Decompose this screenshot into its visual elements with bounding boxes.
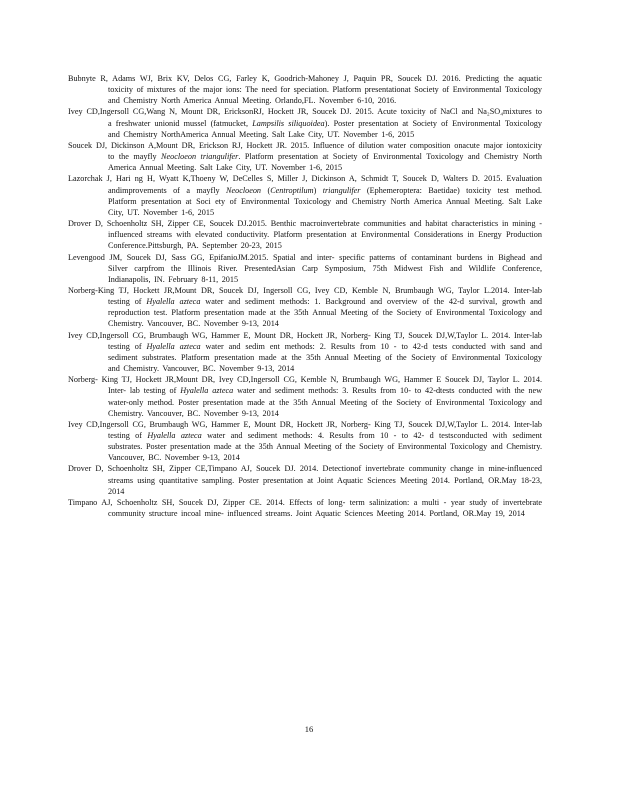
reference-text: (Ephemeroptera: Baetidae) toxicity test method. Platform presentation at Soci ety of Environmental Toxicology and Chemistry North America Annual Meeting. Salt Lake City, UT. November 1-6, 2015 [108, 185, 542, 217]
species-name: triangulifer [322, 185, 361, 195]
reference-text: Norberg- King TJ, Hockett JR,Mount DR, Ivey CD,Ingersoll CG, Kemble N, Brumbaugh WG, Hammer E Soucek DJ, Taylor L. 2014. Inter- lab testing of [68, 375, 542, 396]
reference-entry [68, 285, 542, 330]
page-number: 16 [304, 724, 314, 734]
reference-list [68, 73, 542, 519]
reference-entry [68, 252, 542, 285]
species-name: Hyalella azteca [147, 431, 202, 440]
reference-text: Drover D, Schoenholtz SH, Zipper CE, Soucek DJ.2015. Benthic macroinvertebrate communities and habitat characteristics in mining -influenced streams with elevated conductivity. Platform presentation at Environmental Considerations in Energy Production Conference.Pittsburgh, PA. September 20-23, 2015 [68, 219, 542, 251]
reference-entry [68, 73, 542, 106]
reference-text: Levengood JM, Soucek DJ, Sass GG, EpifanioJM.2015. Spatial and inter- specific patterns of contaminant burdens in Bighead and Silver carpfrom the Illinois River. PresentedAsian Carp Symposium, 75th Midwest Fish and Wildlife Conference, Indianapolis, IN. February 8-11, 2015 [68, 252, 542, 284]
reference-entry [68, 419, 542, 464]
reference-entry [68, 173, 542, 218]
species-name: Neocloeon [226, 185, 262, 195]
reference-text: Drover D, Schoenholtz SH, Zipper CE,Timpano AJ, Soucek DJ. 2014. Detectionof invertebrate community change in mine-influenced streams using quantitative sampling. Poster presentation at Joint Aquatic Sciences Meeting 2014. Portland, OR.May 18-23, 2014 [68, 464, 542, 496]
reference-entry [68, 330, 542, 375]
species-name: Neocloeon triangulifer [161, 152, 239, 162]
reference-text: water and sediment methods: 4. Results from 10 - to 42- d testsconducted with sediment substrates. Poster presentation made at the 35th Annual Meeting of the Society of Environmental Toxicology and Chemistry. Vancouver, BC. November 9-13, 2014 [108, 431, 543, 463]
reference-entry [68, 106, 542, 139]
species-name: Hyalella azteca [180, 386, 234, 396]
species-name: Centroptilum [270, 185, 314, 195]
species-name: Hyalella azteca [146, 341, 201, 351]
reference-entry [68, 463, 542, 496]
species-name: Hyalella azteca [146, 297, 201, 307]
reference-text: Bubnyte R, Adams WJ, Brix KV, Delos CG, Farley K, Goodrich-Mahoney J, Paquin PR, Soucek DJ. 2016. Predicting the aquatic toxicity of mixtures of the major ions: The need for speciation. Platform presentationat Society of Environmental Toxicology and Chemistry North America Annual Meeting. Orlando,FL. November 6-10, 2016. [68, 74, 542, 106]
reference-text: Norberg-King TJ, Hockett JR,Mount DR, Soucek DJ, Ingersoll CG, Ivey CD, Kemble N, Brumbaugh WG, Taylor L.2014. Inter-lab testing of [68, 285, 542, 307]
reference-text: ). Poster presentation at Society of Environmental Toxicology and Chemistry NorthAmerica Annual Meeting. Salt Lake City, UT. November 1-6, 2015 [108, 118, 542, 139]
reference-text: Timpano AJ, Schoenholtz SH, Soucek DJ, Zipper CE. 2014. Effects of long- term salinization: a multi - year study of invertebrate community structure incoal mine- influenced streams. Joint Aquatic Sciences Meeting 2014. Portland, OR.May 19, 2014 [68, 497, 542, 519]
reference-text: ( [261, 185, 271, 195]
reference-entry [68, 497, 542, 519]
reference-entry [68, 218, 542, 251]
reference-text: . Platform presentation at Society of Environmental Toxicology and Chemistry North America Annual Meeting. Salt Lake City, UT. November 1-6, 2015 [108, 152, 542, 173]
reference-text: ) [313, 185, 323, 195]
reference-entry [68, 140, 542, 173]
reference-text: Ivey CD,Ingersoll CG, Brumbaugh WG, Hammer E, Mount DR, Hockett JR, Norberg- King TJ, Soucek DJ,W,Taylor L. 2014. Inter-lab testing of [68, 419, 542, 440]
species-name: Lampsilis siliquoidea [252, 118, 325, 128]
reference-entry [68, 374, 542, 419]
reference-text: water and sediment methods: 1. Background and overview of the 42-d survival, growth and reproduction test. Platform presentation made at the 35th Annual Meeting of the Society of Environmental Toxicology and Chemistry. Vancouver, BC. November 9-13, 2014 [108, 297, 543, 329]
reference-text: water and sedim ent methods: 2. Results from 10 - to 42-d tests conducted with sand and sediment substrates. Platform presentation made at the 35th Annual Meeting of the Society of Environmental Toxicology and Chemistry. Vancouver, BC. November 9-13, 2014 [108, 341, 542, 374]
reference-text: Lazorchak J, Hari ng H, Wyatt K,Thoeny W, DeCelles S, Miller J, Dickinson A, Schmidt T, Soucek D, Walters D. 2015. Evaluation andimprovements of a mayfly [68, 174, 542, 195]
reference-text: Soucek DJ, Dickinson A,Mount DR, Erickson RJ, Hockett JR. 2015. Influence of dilution water composition onacute major iontoxicity to the mayfly [68, 140, 542, 162]
reference-text: Ivey CD,Ingersoll CG, Brumbaugh WG, Hammer E, Mount DR, Hockett JR, Norberg- King TJ, Soucek DJ,W,Taylor L. 2014. Inter-lab testing of [68, 330, 542, 351]
reference-text: water and sediment methods: 3. Results from 10- to 42-dtests conducted with the new water-only method. Poster presentation made at the 35th Annual Meeting of the Society of Environmental Toxicology and Chemistry. Vancouver, BC. November 9-13, 2014 [108, 386, 542, 418]
reference-text: Ivey CD,Ingersoll CG,Wang N, Mount DR, EricksonRJ, Hockett JR, Soucek DJ. 2015. Acute toxicity of NaCl and Na₂SO₄mixtures to a freshwater unionid mussel (fatmucket, [68, 107, 542, 128]
